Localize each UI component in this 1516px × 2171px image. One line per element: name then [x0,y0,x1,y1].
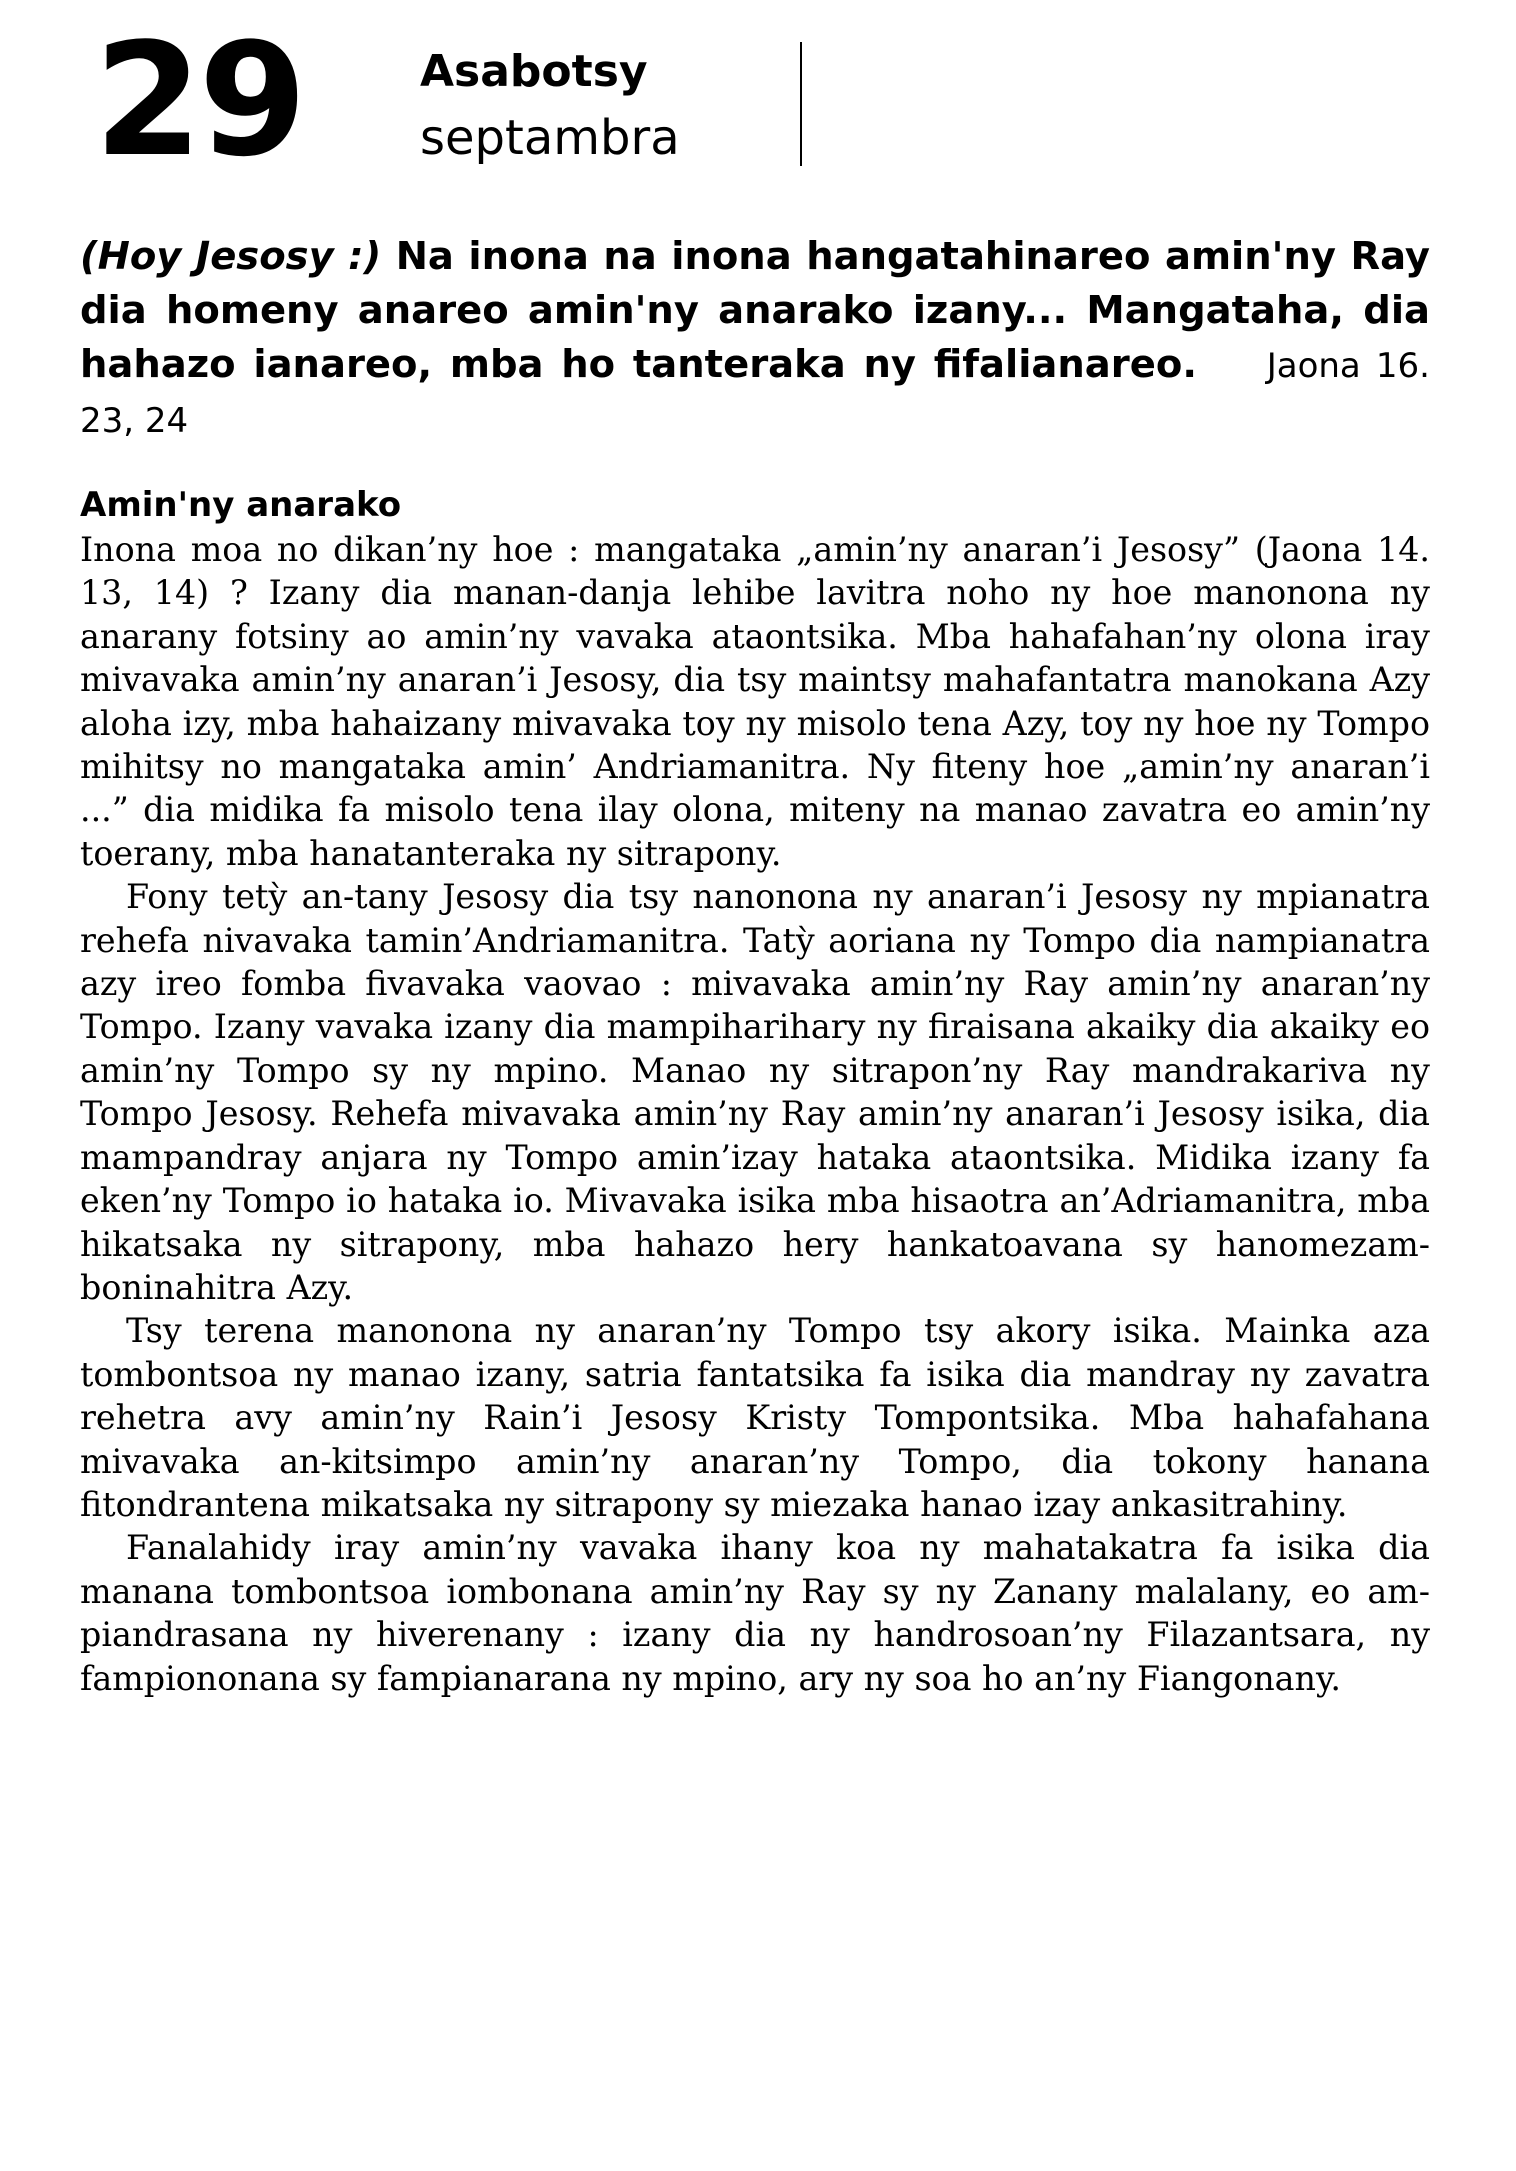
verse-text: Na inona na inona hangatahinareo amin'ny Ray dia homeny anareo amin'ny anarako izany... Mangataha, dia hahazo ianareo, mba ho tanteraka ny fifalianareo. [80,234,1431,387]
meditation-body [80,528,1430,1700]
verse-reference: Jaona 16. 23, 24 [80,346,1430,441]
paragraph: Tsy terena manonona ny anaran’ny Tompo tsy akory isika. Mainka aza tombontsoa ny manao izany, satria fantatsika fa isika dia mandray ny zavatra rehetra avy amin’ny Rain’i Jesosy Kristy Tompontsika. Mba hahafahana mivavaka an-kitsimpo amin’ny anaran’ny Tompo, dia tokony hanana fitondrantena mikatsaka ny sitrapony sy miezaka hanao izay ankasitrahiny. [80,1311,1430,1524]
meditation-title: Amin'ny anarako [80,485,402,525]
verse-speaker: (Hoy Jesosy :) [80,234,382,279]
paragraph: Inona moa no dikan’ny hoe : mangataka „amin’ny anaran’i Jesosy” (Jaona 14. 13, 14) ? Izany dia manan-danja lehibe lavitra noho ny hoe manonona ny anarany fotsiny ao amin’ny vavaka ataontsika. Mba hahafahan’ny olona iray mivavaka amin’ny anaran’i Jesosy, dia tsy maintsy mahafantatra manokana Azy aloha izy, mba hahaizany mivavaka toy ny misolo tena Azy, toy ny hoe ny Tompo mihitsy no mangataka amin’ Andriamanitra. Ny fiteny hoe „amin’ny anaran’i ...” dia midika fa misolo tena ilay olona, miteny na manao zavatra eo amin’ny toerany, mba hanatanteraka ny sitrapony. [80,530,1430,873]
bible-verse [80,230,1430,448]
month-label: septambra [420,110,680,166]
paragraph: Fanalahidy iray amin’ny vavaka ihany koa ny mahatakatra fa isika dia manana tombontsoa iombonana amin’ny Ray sy ny Zanany malalany, eo am-piandrasana ny hiverenany : izany dia ny handrosoan’ny Filazantsara, ny fampiononana sy fampianarana ny mpino, ary ny soa ho an’ny Fiangonany. [80,1528,1430,1698]
day-number: 29 [94,9,304,191]
weekday-label: Asabotsy [420,46,648,97]
paragraph: Fony tetỳ an-tany Jesosy dia tsy nanonona ny anaran’i Jesosy ny mpianatra rehefa nivavaka tamin’Andriamanitra. Tatỳ aoriana ny Tompo dia nampianatra azy ireo fomba fivavaka vaovao : mivavaka amin’ny Ray amin’ny anaran’ny Tompo. Izany vavaka izany dia mampiharihary ny firaisana akaiky dia akaiky eo amin’ny Tompo sy ny mpino. Manao ny sitrapon’ny Ray mandrakariva ny Tompo Jesosy. Rehefa mivavaka amin’ny Ray amin’ny anaran’i Jesosy isika, dia mampandray anjara ny Tompo amin’izay hataka ataontsika. Midika izany fa eken’ny Tompo io hataka io. Mivavaka isika mba hisaotra an’Adriamanitra, mba hikatsaka ny sitrapony, mba hahazo hery hankatoavana sy hanomezam-boninahitra Azy. [80,877,1430,1307]
date-header [80,9,1430,210]
header-divider [800,42,802,166]
devotional-page [80,9,1431,1700]
